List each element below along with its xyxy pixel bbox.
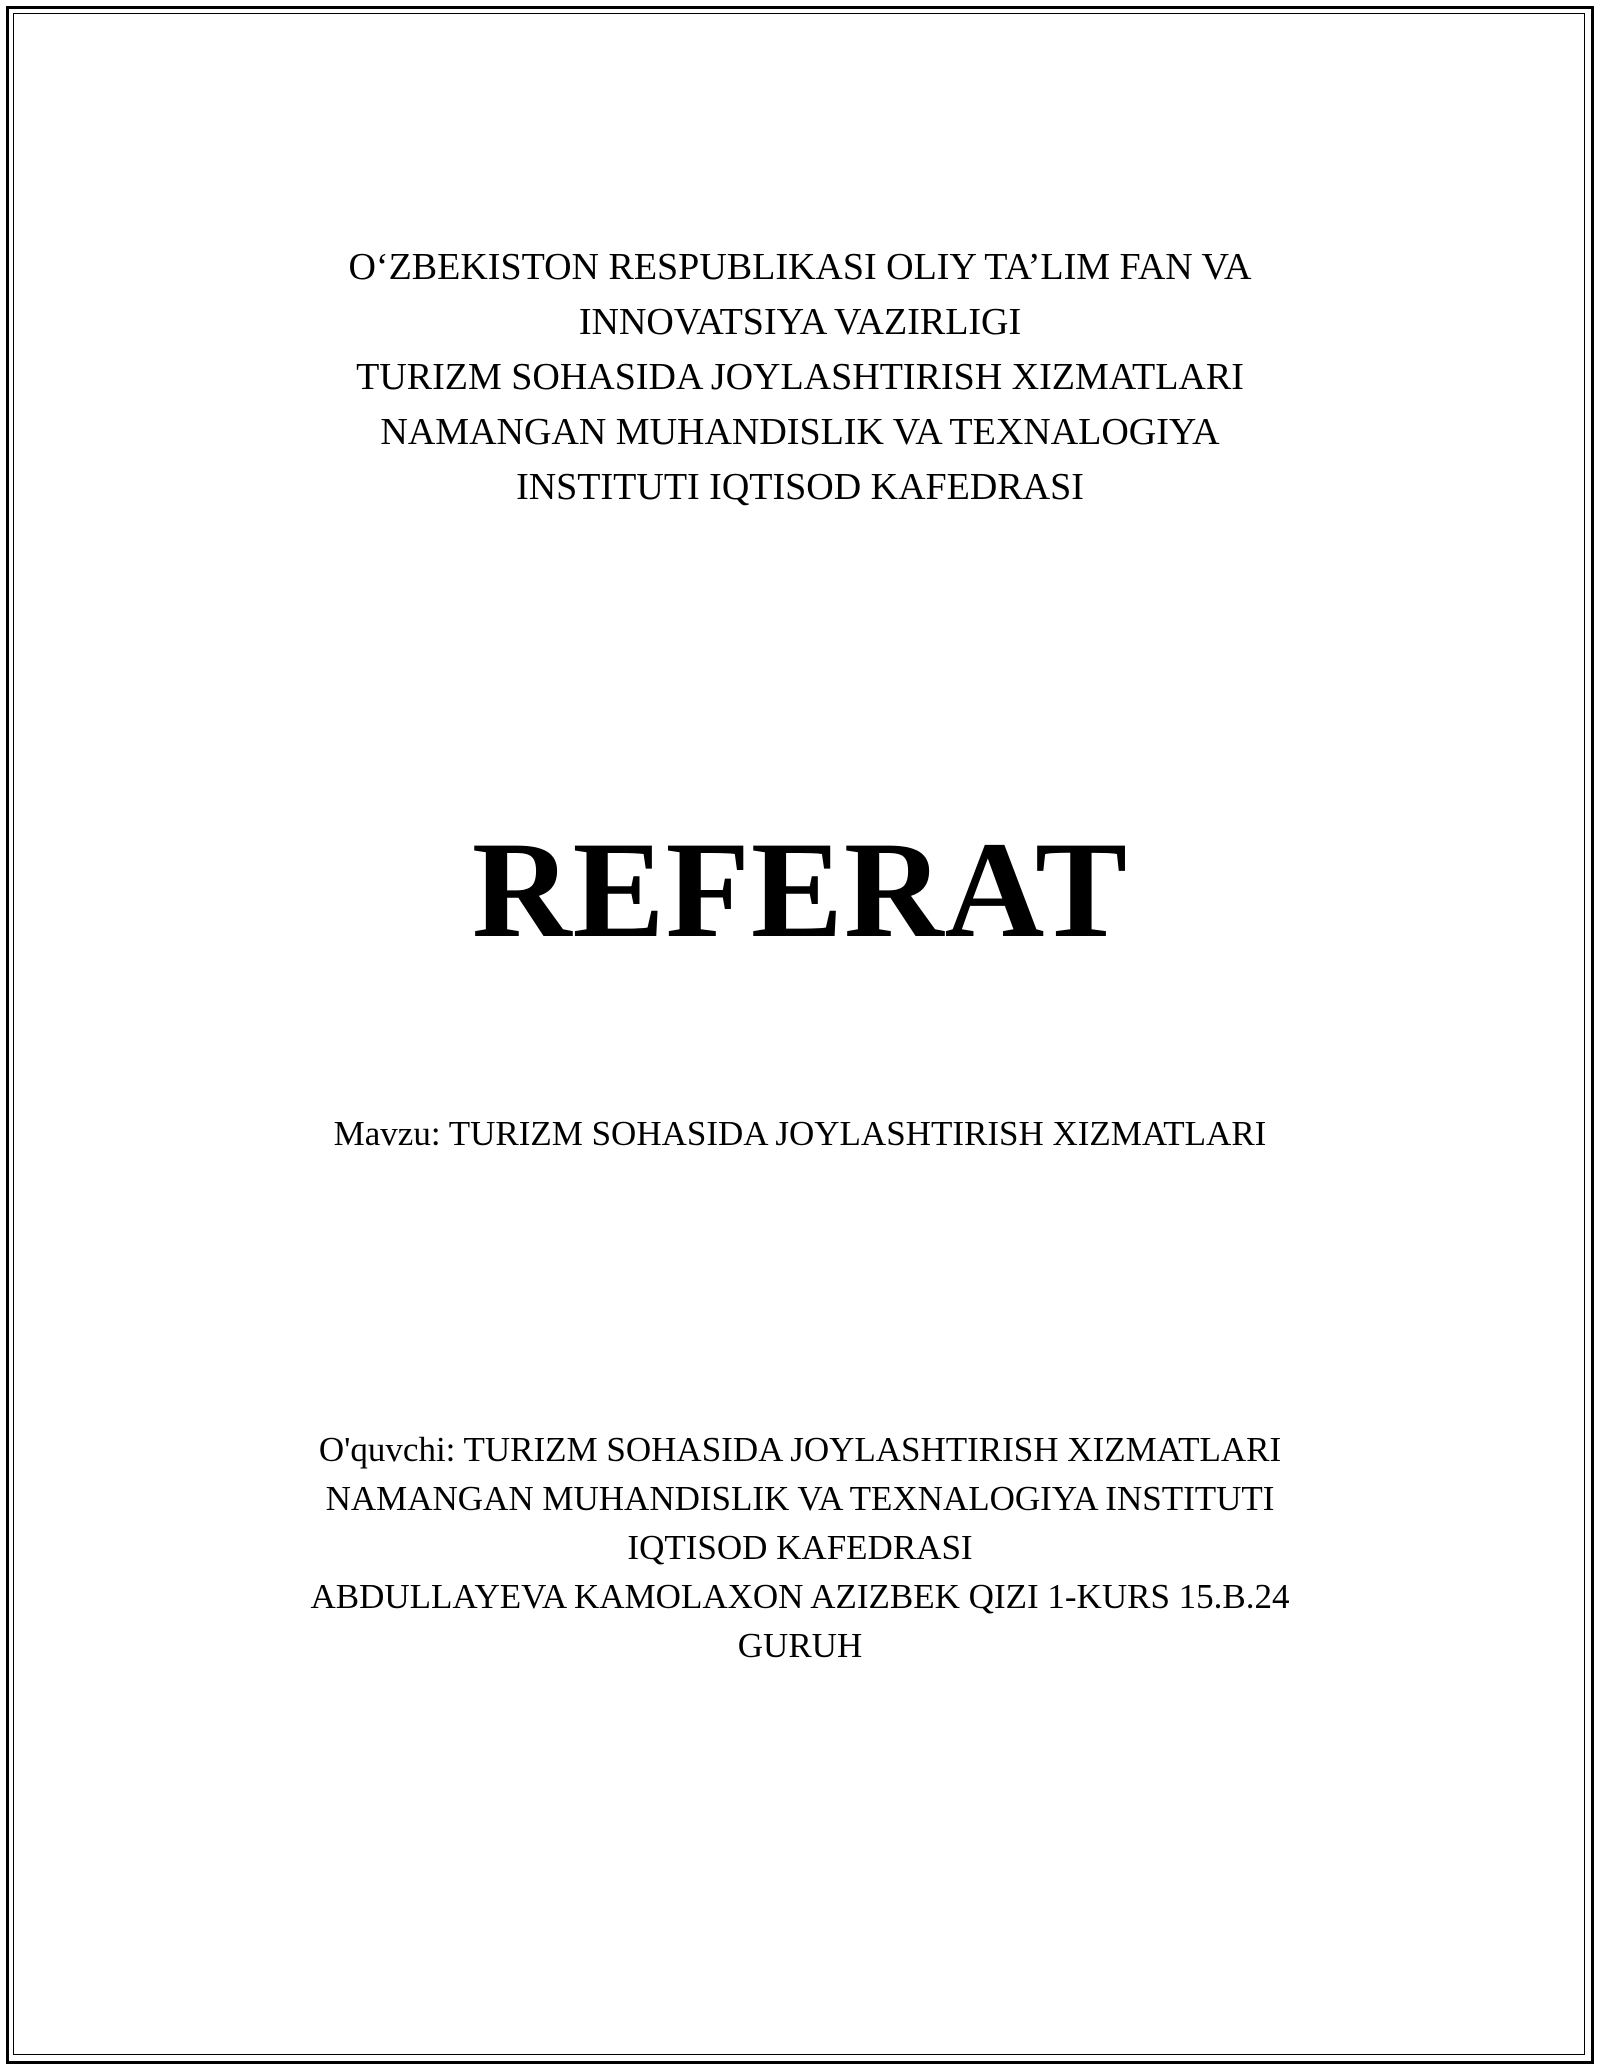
student-line: ABDULLAYEVA KAMOLAXON AZIZBEK QIZI 1-KURS 15.B.24 — [310, 1577, 1290, 1616]
student-line: IQTISOD KAFEDRASI — [627, 1528, 973, 1567]
header-line: TURIZM SOHASIDA JOYLASHTIRISH XIZMATLARI — [356, 356, 1244, 398]
student-line: NAMANGAN MUHANDISLIK VA TEXNALOGIYA INSTITUTI — [325, 1479, 1275, 1518]
header-line: NAMANGAN MUHANDISLIK VA TEXNALOGIYA — [380, 411, 1220, 453]
topic-line: Mavzu: TURIZM SOHASIDA JOYLASHTIRISH XIZMATLARI — [333, 1114, 1267, 1153]
header-line: O‘ZBEKISTON RESPUBLIKASI OLIY TA’LIM FAN VA — [348, 246, 1252, 288]
student-line: O'quvchi: TURIZM SOHASIDA JOYLASHTIRISH XIZMATLARI — [318, 1430, 1282, 1469]
header-line: INNOVATSIYA VAZIRLIGI — [578, 301, 1022, 343]
header-line: INSTITUTI IQTISOD KAFEDRASI — [516, 466, 1084, 508]
student-info — [200, 1425, 1400, 1670]
student-line: GURUH — [737, 1626, 863, 1665]
document-title: REFERAT — [471, 813, 1129, 966]
ministry-header — [200, 240, 1400, 515]
